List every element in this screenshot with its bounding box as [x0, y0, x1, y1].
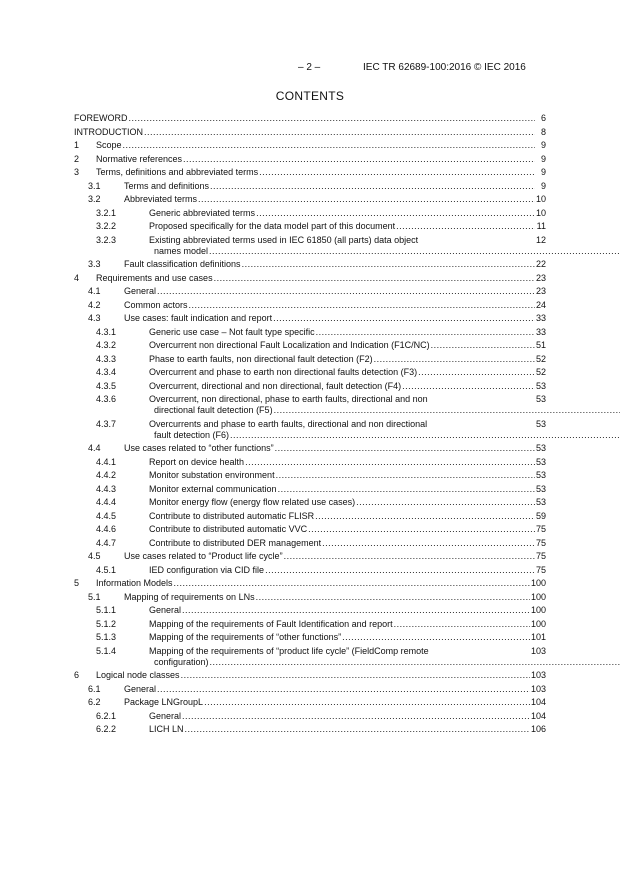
- toc-entry-number: 4.3.6: [96, 394, 117, 404]
- toc-entry[interactable]: [74, 273, 546, 284]
- toc-entry[interactable]: [74, 565, 546, 576]
- toc-entry-title: Overcurrent, directional and non directional, fault detection (F4): [149, 380, 402, 391]
- toc-entry-page: 33: [535, 326, 546, 337]
- toc-entry[interactable]: [74, 300, 546, 311]
- toc-entry-page: 12: [535, 234, 546, 245]
- leader-dots: [198, 194, 535, 205]
- leader-dots: [273, 313, 535, 324]
- toc-entry-number: 1: [74, 140, 80, 150]
- toc-entry-title: Mapping of requirements on LNs: [124, 591, 255, 602]
- toc-entry[interactable]: [74, 470, 546, 481]
- leader-dots: [189, 300, 535, 311]
- leader-dots: [182, 605, 530, 616]
- toc-entry-number: 4.1: [88, 286, 101, 296]
- toc-entry-number: 4.4.4: [96, 497, 117, 507]
- toc-entry-page: 59: [535, 510, 546, 521]
- toc-entry-title: Generic abbreviated terms: [149, 207, 256, 218]
- leader-dots: [230, 430, 620, 441]
- toc-entry-title: Monitor energy flow (energy flow related use cases): [149, 497, 356, 507]
- toc-entry-title: Fault classification definitions: [124, 259, 241, 269]
- toc-entry[interactable]: [74, 632, 546, 643]
- toc-entry-page: 103: [530, 645, 546, 656]
- toc-entry-number: 4.3.7: [96, 418, 117, 429]
- toc-entry-number: 3.1: [88, 180, 101, 191]
- toc-entry-title: Overcurrent and phase to earth non directional faults detection (F3): [149, 367, 418, 377]
- toc-entry-title: Generic use case – Not fault type specific: [149, 326, 315, 337]
- toc-entry-page: 53: [535, 470, 546, 480]
- leader-dots: [356, 497, 535, 508]
- toc-entry-page: 53: [535, 394, 546, 404]
- toc-entry-number: 5.1.3: [96, 632, 117, 642]
- toc-entry-page: 75: [535, 564, 546, 575]
- leader-dots: [259, 167, 535, 178]
- toc-entry[interactable]: [74, 551, 546, 562]
- toc-entry[interactable]: [74, 113, 546, 124]
- leader-dots: [157, 684, 530, 695]
- toc-entry-page: 10: [535, 207, 546, 218]
- leader-dots: [394, 619, 530, 630]
- leader-dots: [342, 632, 530, 643]
- toc-entry-title: Package LNGroupL: [124, 697, 204, 707]
- toc-entry-number: 5.1.2: [96, 618, 117, 629]
- toc-entry-number: 3.2.3: [96, 234, 117, 245]
- toc-entry-number: 6.2.2: [96, 724, 117, 734]
- toc-entry-page: 103: [530, 670, 546, 680]
- toc-entry[interactable]: [74, 181, 546, 192]
- toc-entry-number: 3.2: [88, 194, 101, 204]
- toc-entry-number: 4.4.2: [96, 470, 117, 480]
- toc-entry-number: 4.4.6: [96, 524, 117, 534]
- toc-entry-number: 4.3.1: [96, 326, 117, 337]
- leader-dots: [174, 578, 530, 589]
- toc-entry-number: 5.1.1: [96, 605, 117, 615]
- toc-entry-title: Terms and definitions: [124, 180, 210, 191]
- toc-entry-number: 6.2: [88, 697, 101, 707]
- leader-dots: [129, 113, 536, 124]
- toc-entry-page: 53: [535, 380, 546, 391]
- toc-entry-number: 4.5.1: [96, 564, 117, 575]
- toc-entry-title: Mapping of the requirements of “product life cycle” (FieldComp remote: [149, 645, 429, 656]
- leader-dots: [242, 259, 535, 270]
- toc-entry[interactable]: [74, 235, 546, 257]
- toc-entry-number: 4.3.3: [96, 353, 117, 364]
- toc-entry-title: Contribute to distributed automatic VVC: [149, 524, 308, 534]
- toc-entry-number: 4.3: [88, 313, 101, 323]
- toc-entry-page: 10: [535, 194, 546, 204]
- toc-entry-page: 75: [535, 537, 546, 548]
- toc-entry-title: Abbreviated terms: [124, 194, 198, 204]
- toc-entry[interactable]: [74, 286, 546, 297]
- toc-entry[interactable]: [74, 497, 546, 508]
- toc-entry-page: 8: [540, 126, 546, 137]
- toc-entry[interactable]: [74, 394, 546, 416]
- toc-entry[interactable]: [74, 524, 546, 535]
- toc-entry-page: 53: [535, 418, 546, 429]
- toc-entry[interactable]: [74, 419, 546, 441]
- toc-entry-number: 6: [74, 670, 80, 680]
- toc-entry-number: 2: [74, 153, 80, 164]
- toc-entry-title: Overcurrent, non directional, phase to earth faults, directional and non: [149, 394, 428, 404]
- toc-entry-number: 4.4.1: [96, 456, 117, 467]
- toc-entry-number: 4.4.3: [96, 483, 117, 494]
- toc-entry[interactable]: [74, 327, 546, 338]
- toc-entry[interactable]: [74, 457, 546, 468]
- leader-dots: [210, 657, 620, 668]
- leader-dots: [275, 443, 535, 454]
- toc-entry-title: INTRODUCTION: [74, 126, 143, 137]
- toc-entry-number: 4.5: [88, 551, 101, 561]
- toc-entry-number: 4.3.2: [96, 340, 117, 350]
- toc-entry-title: Logical node classes: [96, 670, 180, 680]
- toc-entry-page: 23: [535, 272, 546, 283]
- toc-entry-title: Overcurrents and phase to earth faults, directional and non directional: [149, 418, 428, 429]
- leader-dots: [284, 551, 535, 562]
- toc-entry-title: General: [149, 710, 182, 721]
- leader-dots: [214, 273, 535, 284]
- toc-entry-number: 6.2.1: [96, 710, 117, 721]
- toc-entry[interactable]: [74, 724, 546, 735]
- toc-entry-page: 51: [535, 340, 546, 350]
- toc-entry[interactable]: [74, 354, 546, 365]
- toc-entry[interactable]: [74, 154, 546, 165]
- toc-entry-number: 4: [74, 272, 80, 283]
- toc-entry[interactable]: [74, 367, 546, 378]
- toc-entry[interactable]: [74, 646, 546, 668]
- toc-entry-page: 53: [535, 456, 546, 467]
- toc-entry-page: 103: [530, 683, 546, 694]
- toc-entry-title: Mapping of the requirements of “other functions”: [149, 632, 342, 642]
- toc-entry[interactable]: [74, 221, 546, 232]
- toc-entry[interactable]: [74, 484, 546, 495]
- toc-entry[interactable]: [74, 670, 546, 681]
- table-of-contents: [74, 113, 546, 738]
- toc-entry[interactable]: [74, 538, 546, 549]
- contents-title: CONTENTS: [275, 89, 345, 103]
- leader-dots: [181, 670, 530, 681]
- toc-entry-title: Common actors: [124, 299, 188, 310]
- leader-dots: [182, 711, 530, 722]
- toc-entry-title: Monitor external communication: [149, 483, 277, 494]
- toc-entry-page: 104: [530, 710, 546, 721]
- toc-entry-page: 9: [540, 180, 546, 191]
- toc-entry-page: 24: [535, 299, 546, 310]
- toc-entry-page: 11: [536, 221, 546, 231]
- toc-entry-page: 22: [535, 259, 546, 269]
- leader-dots: [418, 367, 535, 378]
- leader-dots: [256, 592, 530, 603]
- toc-entry-title: Phase to earth faults, non directional fault detection (F2): [149, 353, 373, 364]
- toc-entry-number: 3: [74, 167, 80, 177]
- toc-entry-number: 3.3: [88, 259, 101, 269]
- toc-entry-page: 52: [535, 353, 546, 364]
- toc-entry-page: 53: [535, 497, 546, 507]
- toc-entry[interactable]: [74, 381, 546, 392]
- toc-entry-page: 53: [535, 483, 546, 494]
- leader-dots: [210, 181, 535, 192]
- leader-dots: [315, 511, 535, 522]
- toc-entry[interactable]: [74, 208, 546, 219]
- document-id: IEC TR 62689-100:2016 © IEC 2016: [363, 62, 526, 73]
- leader-dots: [374, 354, 535, 365]
- toc-entry-page: 75: [535, 551, 546, 561]
- toc-entry[interactable]: [74, 511, 546, 522]
- toc-entry-page: 33: [535, 313, 546, 323]
- toc-entry[interactable]: [74, 313, 546, 324]
- toc-entry-title-continued: fault detection (F6): [154, 429, 230, 440]
- toc-entry-number: 4.2: [88, 299, 101, 310]
- toc-entry-number: 3.2.1: [96, 207, 117, 218]
- toc-entry-number: 4.4: [88, 443, 101, 453]
- leader-dots: [157, 286, 535, 297]
- toc-entry-page: 9: [540, 167, 546, 177]
- toc-entry-page: 9: [540, 153, 546, 164]
- toc-entry-title: Requirements and use cases: [96, 272, 213, 283]
- leader-dots: [402, 381, 535, 392]
- toc-entry-title: Terms, definitions and abbreviated terms: [96, 167, 259, 177]
- toc-entry-page: 52: [535, 367, 546, 377]
- leader-dots: [308, 524, 535, 535]
- toc-entry-number: 3.2.2: [96, 221, 117, 231]
- leader-dots: [278, 484, 535, 495]
- toc-entry-page: 23: [535, 286, 546, 296]
- toc-entry-title: Monitor substation environment: [149, 470, 275, 480]
- toc-entry[interactable]: [74, 605, 546, 616]
- toc-entry-title: LICH LN: [149, 724, 184, 734]
- toc-entry-title: Information Models: [96, 578, 173, 588]
- toc-entry[interactable]: [74, 167, 546, 178]
- toc-entry[interactable]: [74, 127, 546, 138]
- toc-entry-title: Scope: [96, 140, 122, 150]
- toc-entry-title: Mapping of the requirements of Fault Identification and report: [149, 618, 393, 629]
- toc-entry-title: Overcurrent non directional Fault Localization and Indication (F1C/NC): [149, 340, 430, 350]
- leader-dots: [209, 246, 620, 257]
- toc-entry-title: Use cases: fault indication and report: [124, 313, 273, 323]
- toc-entry-title: General: [149, 605, 182, 615]
- toc-entry-title: General: [124, 286, 157, 296]
- toc-entry-page: 101: [530, 632, 546, 642]
- toc-entry-page: 100: [530, 618, 546, 629]
- page-number: – 2 –: [298, 62, 321, 73]
- toc-entry-title: Contribute to distributed automatic FLISR: [149, 510, 315, 521]
- toc-entry-title: Use cases related to “other functions”: [124, 443, 274, 453]
- toc-entry-title: IED configuration via CID file: [149, 564, 265, 575]
- toc-entry[interactable]: [74, 711, 546, 722]
- leader-dots: [204, 697, 530, 708]
- toc-entry[interactable]: [74, 259, 546, 270]
- toc-entry-page: 100: [530, 591, 546, 602]
- toc-entry-number: 5: [74, 578, 80, 588]
- toc-entry[interactable]: [74, 340, 546, 351]
- toc-entry-page: 100: [530, 605, 546, 615]
- toc-entry-title-continued: names model: [154, 245, 209, 256]
- leader-dots: [256, 208, 535, 219]
- toc-entry[interactable]: [74, 194, 546, 205]
- toc-entry-number: 6.1: [88, 683, 101, 694]
- leader-dots: [431, 340, 535, 351]
- toc-entry-title: Contribute to distributed DER management: [149, 537, 322, 548]
- toc-entry-title: Normative references: [96, 153, 183, 164]
- toc-entry-number: 4.4.7: [96, 537, 117, 548]
- toc-entry-number: 4.3.5: [96, 380, 117, 391]
- leader-dots: [322, 538, 535, 549]
- toc-entry-page: 6: [540, 113, 546, 123]
- toc-entry-title-continued: directional fault detection (F5): [154, 405, 273, 415]
- leader-dots: [245, 457, 535, 468]
- leader-dots: [183, 154, 535, 165]
- toc-entry[interactable]: [74, 592, 546, 603]
- toc-entry-page: 106: [530, 724, 546, 734]
- leader-dots: [276, 470, 535, 481]
- toc-entry[interactable]: [74, 684, 546, 695]
- toc-entry-page: 100: [530, 578, 546, 588]
- toc-entry-title-continued: configuration): [154, 656, 209, 667]
- toc-entry-title: General: [124, 683, 157, 694]
- leader-dots: [265, 565, 535, 576]
- toc-entry-number: 5.1: [88, 591, 101, 602]
- toc-entry-page: 9: [540, 140, 546, 150]
- toc-entry-title: Use cases related to “Product life cycle”: [124, 551, 283, 561]
- toc-entry-number: 4.4.5: [96, 510, 117, 521]
- toc-entry-title: Existing abbreviated terms used in IEC 61850 (all parts) data object: [149, 234, 419, 245]
- toc-entry-title: Proposed specifically for the data model part of this document: [149, 221, 396, 231]
- leader-dots: [316, 327, 535, 338]
- toc-entry-page: 104: [530, 697, 546, 707]
- toc-entry[interactable]: [74, 697, 546, 708]
- toc-entry-number: 5.1.4: [96, 645, 117, 656]
- leader-dots: [144, 127, 535, 138]
- toc-entry[interactable]: [74, 578, 546, 589]
- leader-dots: [274, 405, 620, 416]
- leader-dots: [123, 140, 535, 151]
- toc-entry-title: Report on device health: [149, 456, 245, 467]
- leader-dots: [185, 724, 530, 735]
- toc-entry[interactable]: [74, 443, 546, 454]
- toc-entry[interactable]: [74, 619, 546, 630]
- toc-entry-page: 75: [535, 524, 546, 534]
- leader-dots: [396, 221, 535, 232]
- toc-entry-title: FOREWORD: [74, 113, 128, 123]
- toc-entry-page: 53: [535, 443, 546, 453]
- toc-entry-number: 4.3.4: [96, 367, 117, 377]
- toc-entry[interactable]: [74, 140, 546, 151]
